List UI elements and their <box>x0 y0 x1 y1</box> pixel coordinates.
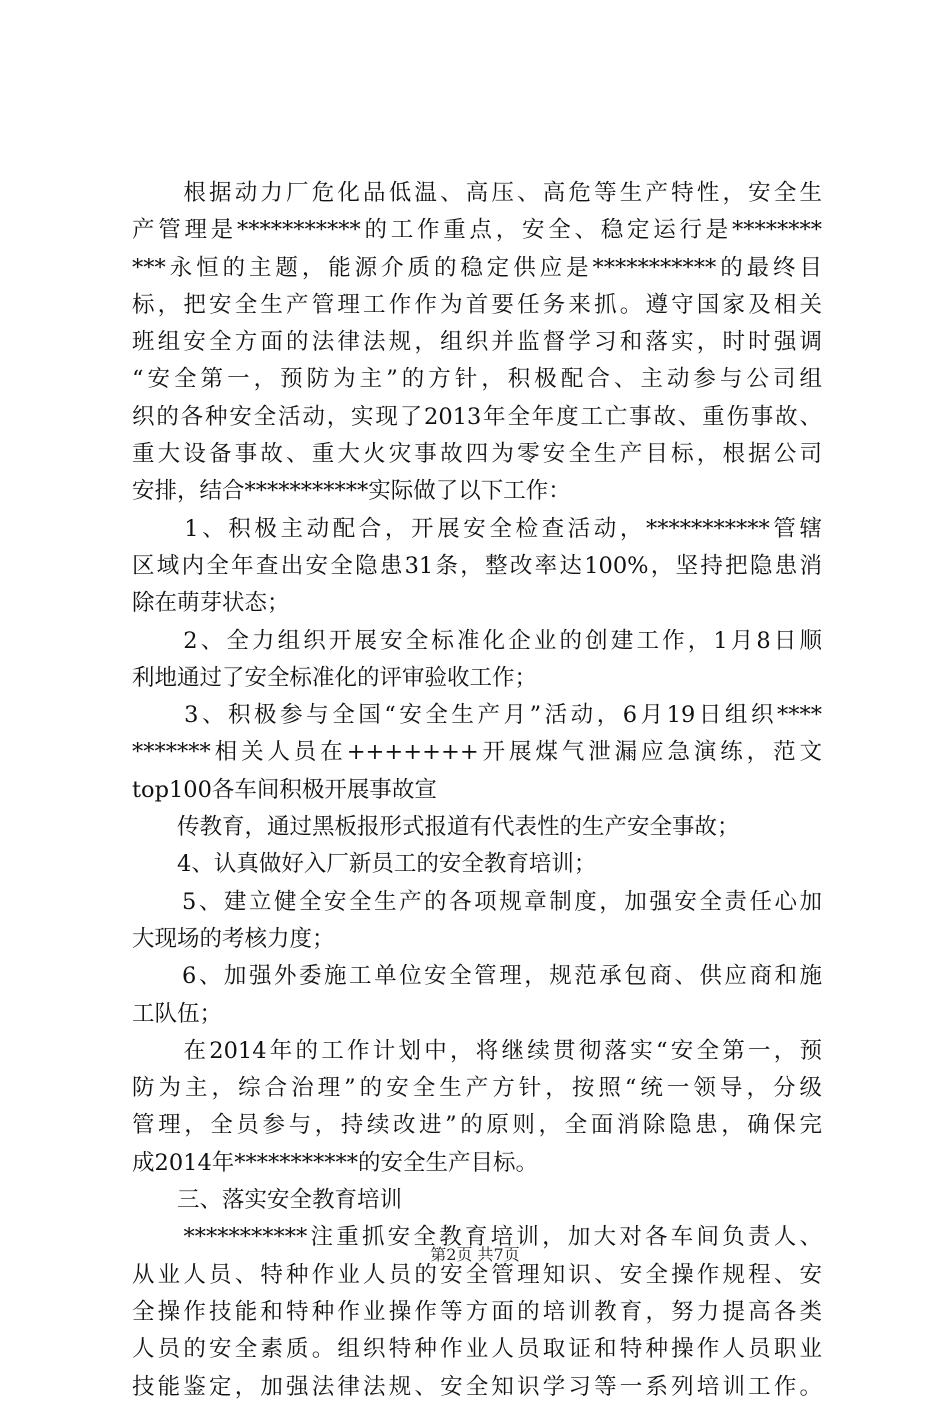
text-line: “安全第一，预防为主”的方针，积极配合、主动参与公司组 <box>132 366 822 393</box>
text-line: 织的各种安全活动，实现了2013年全年度工亡事故、重伤事故、 <box>132 403 822 430</box>
text-line: 班组安全方面的法律法规，组织并监督学习和落实，时时强调 <box>132 329 822 356</box>
text-line: top100各车间积极开展事故宣 <box>132 776 437 803</box>
text-line: 人员的安全素质。组织特种作业人员取证和特种操作人员职业 <box>132 1336 822 1363</box>
text-line: 根据动力厂危化品低温、高压、高危等生产特性，安全生 <box>132 180 822 206</box>
text-line: 大现场的考核力度； <box>132 925 335 952</box>
text-line: 产管理是***********的工作重点，安全、稳定运行是******** <box>132 217 822 244</box>
text-line: *******相关人员在+++++++开展煤气泄漏应急演练，范文 <box>132 739 822 766</box>
text-line: 防为主，综合治理”的安全生产方针，按照“统一领导，分级 <box>132 1075 822 1102</box>
text-line: ***********注重抓安全教育培训，加大对各车间负责人、 <box>132 1224 822 1251</box>
text-line: 在2014年的工作计划中，将继续贯彻落实“安全第一，预 <box>132 1037 822 1064</box>
text-line: 1、积极主动配合，开展安全检查活动，***********管辖 <box>132 515 822 542</box>
text-line: 5、建立健全安全生产的各项规章制度，加强安全责任心加 <box>132 888 822 915</box>
text-line: 工队伍； <box>132 1000 223 1027</box>
text-line: 除在萌芽状态； <box>132 590 290 617</box>
text-line: 区域内全年查出安全隐患31条，整改率达100%，坚持把隐患消 <box>132 552 822 579</box>
text-line: 3、积极参与全国“安全生产月”活动，6月19日组织**** <box>132 702 822 729</box>
text-line: 安排，结合***********实际做了以下工作： <box>132 478 571 505</box>
text-line: 重大设备事故、重大火灾事故四为零安全生产目标，根据公司 <box>132 441 822 468</box>
text-line: 从业人员、特种作业人员的安全管理知识、安全操作规程、安 <box>132 1261 822 1288</box>
section-heading: 三、落实安全教育培训 <box>132 1187 403 1214</box>
text-line: 传教育，通过黑板报形式报道有代表性的生产安全事故； <box>132 814 740 841</box>
text-line: 6、加强外委施工单位安全管理，规范承包商、供应商和施 <box>132 963 822 990</box>
text-line: ***永恒的主题，能源介质的稳定供应是***********的最终目 <box>132 254 822 281</box>
text-line: 全操作技能和特种作业操作等方面的培训教育，努力提高各类 <box>132 1298 822 1325</box>
text-line: 2、全力组织开展安全标准化企业的创建工作，1月8日顺 <box>132 627 822 654</box>
body-text <box>132 175 822 1406</box>
text-line: 成2014年***********的安全生产目标。 <box>132 1149 539 1176</box>
text-line: 管理，全员参与，持续改进”的原则，全面消除隐患，确保完 <box>132 1112 822 1139</box>
text-line: 技能鉴定，加强法律法规、安全知识学习等一系列培训工作。 <box>132 1373 822 1400</box>
page-footer: 第2页 共7页 <box>430 1245 520 1264</box>
text-line: 4、认真做好入厂新员工的安全教育培训； <box>132 851 597 878</box>
text-line: 标，把安全生产管理工作作为首要任务来抓。遵守国家及相关 <box>132 291 822 318</box>
text-line: 利地通过了安全标准化的评审验收工作； <box>132 664 538 691</box>
